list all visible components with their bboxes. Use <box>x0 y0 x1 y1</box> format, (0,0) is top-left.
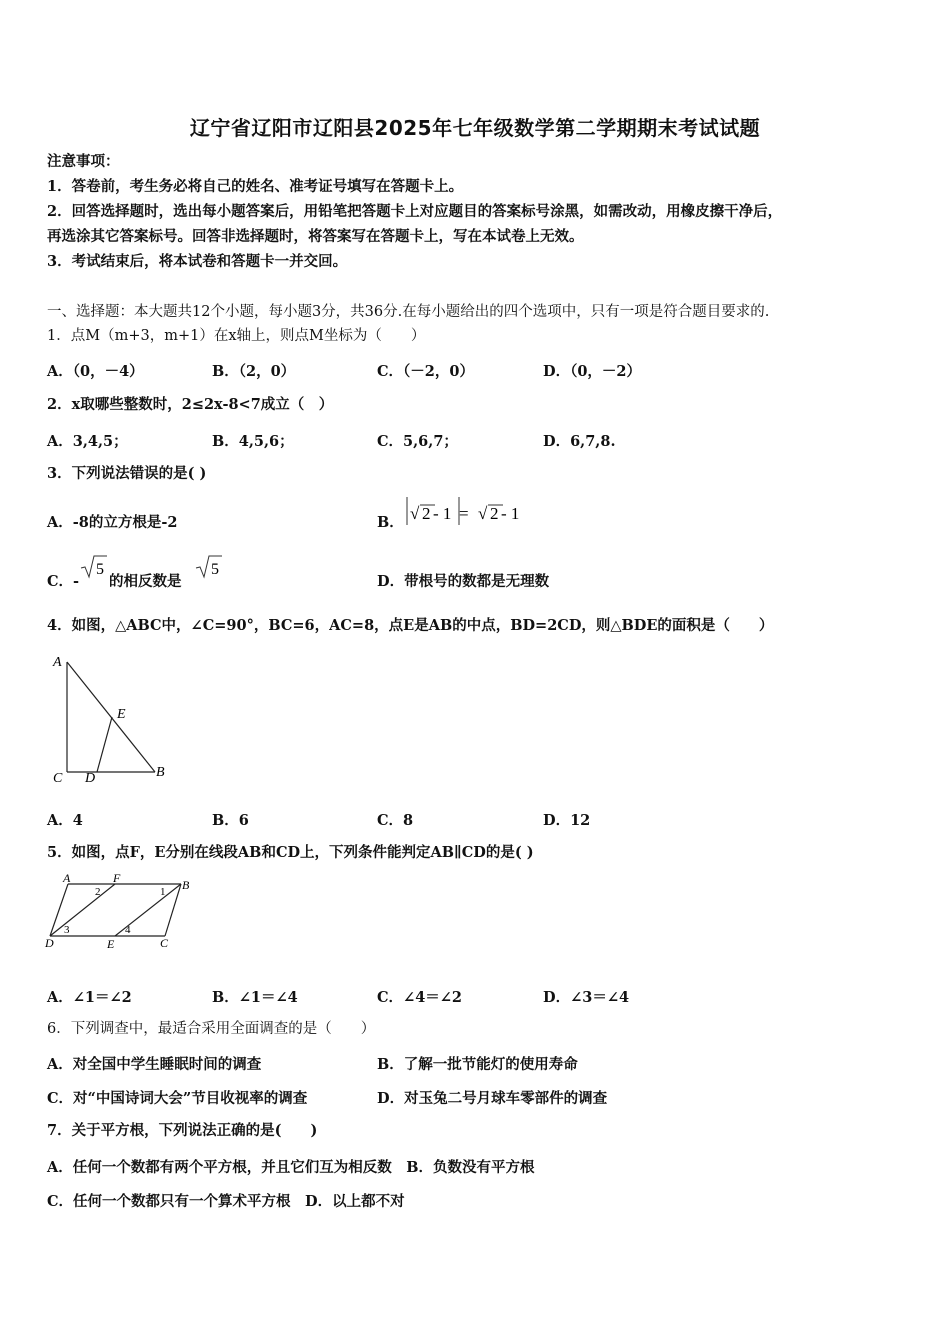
notice-item: 1．答卷前，考生务必将自己的姓名、准考证号填写在答题卡上。 <box>47 178 464 195</box>
q4-option-a: A．4 <box>47 812 83 829</box>
page-title: 辽宁省辽阳市辽阳县2025年七年级数学第二学期期末考试试题 <box>189 116 761 140</box>
q1-option-b: B．（2，0） <box>212 363 296 380</box>
q7-options-line-1: A．任何一个数都有两个平方根，并且它们互为相反数 B．负数没有平方根 <box>47 1159 535 1176</box>
q6-option-b: B．了解一批节能灯的使用寿命 <box>377 1056 578 1073</box>
q5-option-d: D．∠3＝∠4 <box>543 989 630 1006</box>
q3-option-a: A．-8的立方根是-2 <box>47 514 178 531</box>
question-2-stem: 2．x取哪些整数时，2≤2x-8<7成立（ ） <box>47 396 334 413</box>
q2-option-b: B．4,5,6； <box>212 433 294 450</box>
q5-option-b: B．∠1＝∠4 <box>212 989 298 1006</box>
label-e: E <box>117 707 126 722</box>
q7-options-line-2: C．任何一个数都只有一个算术平方根 D．以上都不对 <box>47 1193 405 1210</box>
angle-4: 4 <box>125 924 131 936</box>
label-e: E <box>107 937 115 950</box>
question-6-stem: 6．下列调查中，最适合采用全面调查的是（ ） <box>47 1021 376 1037</box>
angle-3: 3 <box>64 924 70 936</box>
q3-option-c-prefix: C．- <box>47 573 80 590</box>
q4-option-c: C．8 <box>377 812 414 829</box>
minus-one: - 1 <box>501 504 520 523</box>
angle-2: 2 <box>95 886 101 898</box>
minus-one: - 1 <box>433 504 452 523</box>
q5-option-a: A．∠1＝∠2 <box>47 989 132 1006</box>
angle-1: 1 <box>160 886 166 898</box>
question-3-stem: 3．下列说法错误的是( ) <box>47 465 207 482</box>
section-heading: 一、选择题：本大题共12个小题，每小题3分，共36分.在每小题给出的四个选项中，只有一项是符合题目要求的. <box>47 304 770 320</box>
q2-option-c: C．5,6,7； <box>377 433 458 450</box>
label-d: D <box>85 771 96 786</box>
label-f: F <box>113 871 121 885</box>
q3-option-b-label: B． <box>377 514 404 531</box>
label-d: D <box>45 936 54 950</box>
q6-option-c: C．对“中国诗词大会”节目收视率的调查 <box>47 1090 308 1107</box>
question-1-stem: 1．点M（m+3，m+1）在x轴上，则点M坐标为（ ） <box>47 328 426 344</box>
notice-item: 3．考试结束后，将本试卷和答题卡一并交回。 <box>47 253 348 270</box>
question-5-stem: 5．如图，点F，E分别在线段AB和CD上，下列条件能判定AB∥CD的是( ) <box>47 844 534 861</box>
q1-option-c: C．（－2，0） <box>377 363 474 380</box>
sqrt-5-formula <box>78 553 108 581</box>
sqrt-sign: √ <box>410 504 420 523</box>
q2-option-d: D．6,7,8. <box>543 433 616 450</box>
q6-option-a: A．对全国中学生睡眠时间的调查 <box>47 1056 262 1073</box>
q1-option-a: A．（0，－4） <box>47 363 144 380</box>
triangle-abc-figure <box>45 648 185 788</box>
notice-heading: 注意事项： <box>47 153 120 170</box>
radicand: 2 <box>490 504 499 523</box>
q3-option-b-formula <box>402 494 542 528</box>
equals: = <box>459 504 469 523</box>
q6-option-d: D．对玉兔二号月球车零部件的调查 <box>377 1090 608 1107</box>
q2-option-a: A．3,4,5； <box>47 433 128 450</box>
sqrt-5-formula <box>193 553 223 581</box>
label-c: C <box>53 771 63 786</box>
question-7-stem: 7．关于平方根，下列说法正确的是( ) <box>47 1122 318 1139</box>
q3-option-c-mid: 的相反数是 <box>109 573 182 590</box>
radicand: 5 <box>211 561 219 578</box>
label-a: A <box>53 655 62 670</box>
label-b: B <box>182 878 190 892</box>
label-c: C <box>160 936 169 950</box>
q4-option-b: B．6 <box>212 812 249 829</box>
question-4-stem: 4．如图，△ABC中，∠C=90°，BC=6，AC=8，点E是AB的中点，BD=2CD，则△BDE的面积是（ ） <box>47 617 774 634</box>
notice-item: 2．回答选择题时，选出每小题答案后，用铅笔把答题卡上对应题目的答案标号涂黑，如需改动，用橡皮擦干净后， <box>47 203 783 220</box>
q5-option-c: C．∠4＝∠2 <box>377 989 463 1006</box>
radicand: 2 <box>422 504 431 523</box>
q4-option-d: D．12 <box>543 812 591 829</box>
sqrt-sign: √ <box>478 504 488 523</box>
q3-option-d: D．带根号的数都是无理数 <box>377 573 550 590</box>
parallelogram-figure <box>43 870 198 950</box>
label-b: B <box>156 765 165 780</box>
radicand: 5 <box>96 561 104 578</box>
label-a: A <box>63 871 71 885</box>
notice-item: 再选涂其它答案标号。回答非选择题时，将答案写在答题卡上，写在本试卷上无效。 <box>47 228 584 245</box>
q1-option-d: D．（0，－2） <box>543 363 642 380</box>
